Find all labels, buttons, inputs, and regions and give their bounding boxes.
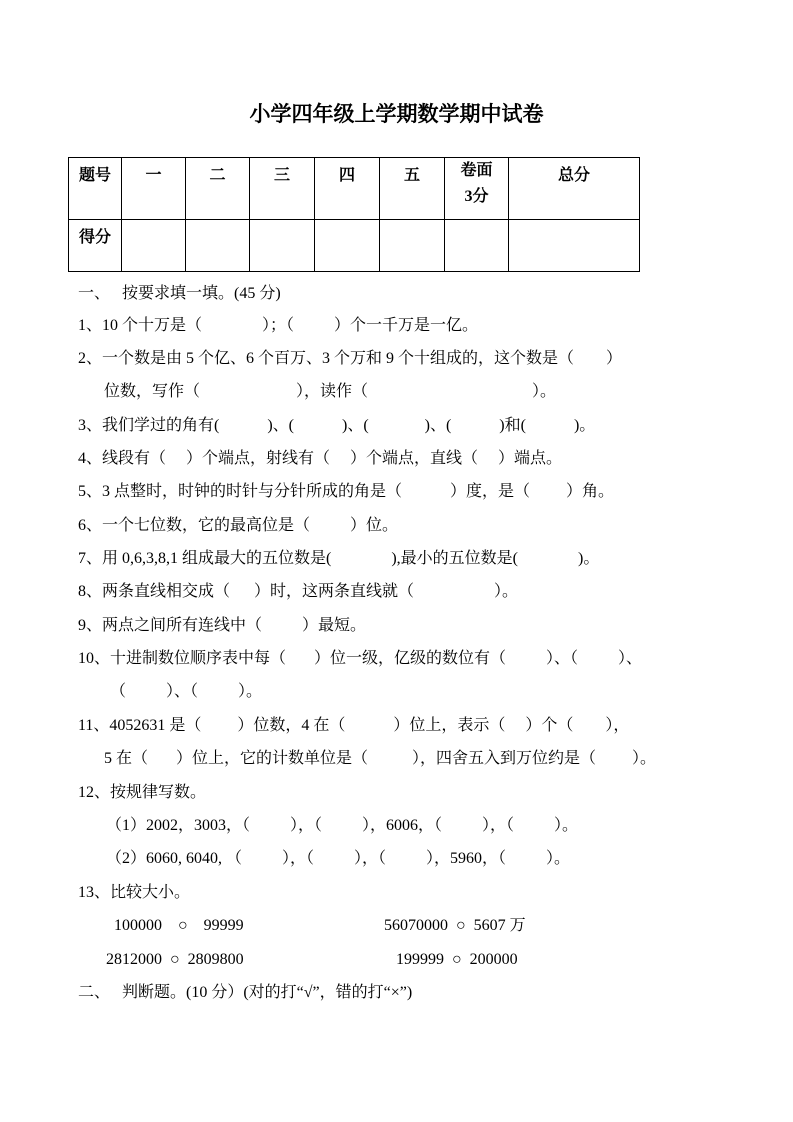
- question-line: 2、一个数是由 5 个亿、6 个百万、3 个万和 9 个十组成的，这个数是（ ）: [78, 350, 623, 367]
- question-line: 5、3 点整时，时钟的时针与分针所成的角是（ ）度，是（ ）角。: [78, 483, 615, 500]
- question-line: 5 在（ ）位上，它的计数单位是（ ），四舍五入到万位约是（ ）。: [104, 750, 657, 767]
- score-cell[interactable]: [315, 220, 380, 272]
- question-line: 位数，写作（ ），读作（ ）。: [104, 383, 557, 400]
- section-heading: 一、 按要求填一填。(45 分): [78, 285, 281, 302]
- compare-item: 199999 ○ 200000: [396, 951, 518, 968]
- score-cell[interactable]: [186, 220, 250, 272]
- score-table: [68, 157, 640, 272]
- question-line: 4、线段有（ ）个端点，射线有（ ）个端点，直线（ ）端点。: [78, 450, 563, 467]
- row-label: 得分: [69, 220, 122, 272]
- question-line: 12、按规律写数。: [78, 784, 207, 801]
- question-line: 11、4052631 是（ ）位数，4 在（ ）位上，表示（ ）个（ ），: [78, 717, 630, 734]
- question-line: 3、我们学过的角有( )、( )、( )、( )和( )。: [78, 417, 596, 434]
- header-cell: 卷面 3分: [445, 158, 509, 220]
- header-cell: 三: [250, 158, 315, 220]
- question-line: 13、比较大小。: [78, 884, 191, 901]
- header-cell: 总分: [509, 158, 640, 220]
- compare-item: 2812000 ○ 2809800: [106, 951, 244, 968]
- question-line: （2）6060, 6040, （ ），（ ），（ ），5960，（ ）。: [106, 850, 571, 867]
- question-line: （ ）、（ ）。: [110, 683, 263, 700]
- question-line: 7、用 0,6,3,8,1 组成最大的五位数是( ),最小的五位数是( )。: [78, 550, 600, 567]
- header-cell: 二: [186, 158, 250, 220]
- header-cell: 题号: [69, 158, 122, 220]
- section-heading: 二、 判断题。(10 分）(对的打“√”，错的打“×”): [78, 984, 413, 1001]
- header-cell: 一: [122, 158, 186, 220]
- question-line: 9、两点之间所有连线中（ ）最短。: [78, 617, 367, 634]
- score-table-header-row: [69, 158, 640, 220]
- header-cell: 四: [315, 158, 380, 220]
- score-cell[interactable]: [380, 220, 445, 272]
- question-line: （1）2002，3003，（ ），（ ），6006，（ ），（ ）。: [106, 817, 579, 834]
- compare-item: 100000 ○ 99999: [114, 917, 244, 934]
- score-cell[interactable]: [445, 220, 509, 272]
- score-table-score-row: [69, 220, 640, 272]
- question-line: 10、十进制数位顺序表中每（ ）位一级，亿级的数位有（ ）、（ ）、: [78, 650, 643, 667]
- question-line: 8、两条直线相交成（ ）时，这两条直线就（ ）。: [78, 583, 519, 600]
- question-line: 1、10 个十万是（ ）；（ ）个一千万是一亿。: [78, 317, 479, 334]
- compare-item: 56070000 ○ 5607 万: [384, 917, 526, 934]
- header-cell: 五: [380, 158, 445, 220]
- score-cell[interactable]: [509, 220, 640, 272]
- question-line: 6、一个七位数，它的最高位是（ ）位。: [78, 517, 399, 534]
- score-cell[interactable]: [122, 220, 186, 272]
- page-title: 小学四年级上学期数学期中试卷: [249, 102, 544, 126]
- score-cell[interactable]: [250, 220, 315, 272]
